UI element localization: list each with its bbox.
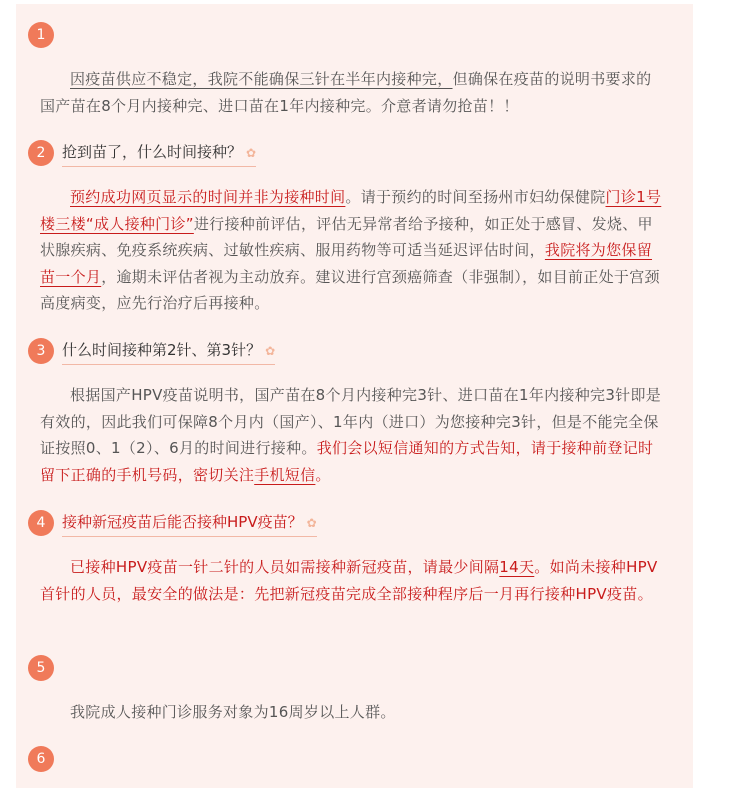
section-1-badge: 1 xyxy=(28,22,54,48)
section-2-text-1: 。请于预约的时间至扬州市妇幼保健院 xyxy=(345,188,606,206)
section-3-heading xyxy=(62,339,275,365)
section-5-text: 我院成人接种门诊服务对象为16周岁以上人群。 xyxy=(70,703,396,721)
section-4-highlight: 14天 xyxy=(499,558,535,576)
section-2-text-2: 进行接种前评估，评估无异常者给予接种，如正处于感冒、发烧、甲状腺疾病、免疫系统疾病、过敏性疾病、服用药物等可适当延迟评估时间， xyxy=(40,214,653,259)
section-6-badge: 6 xyxy=(28,746,54,772)
section-3-highlight-1: 我们会以短信通知的方式告知，请于接种前登记时留下正确的手机号码，密切关注 xyxy=(40,439,654,484)
section-2-highlight-2: 门诊1号楼三楼“成人接种门诊” xyxy=(40,188,662,233)
section-2-heading xyxy=(62,141,256,167)
section-3-heading-text: 什么时间接种第2针、第3针？ xyxy=(62,341,262,359)
section-5-paragraph xyxy=(40,699,666,726)
section-5-badge: 5 xyxy=(28,655,54,681)
flower-icon: ✿ xyxy=(246,146,257,160)
section-4-text-2: 。如尚未接种HPV首针的人员，最安全的做法是：先把新冠疫苗完成全部接种程序后一月再行接种HPV疫苗。 xyxy=(40,558,658,603)
section-1-text: 但确保在疫苗的说明书要求的国产苗在8个月内接种完、进口苗在1年内接种完。介意者请勿抢苗！！ xyxy=(40,70,652,115)
section-3-highlight-2: 手机短信 xyxy=(254,465,316,484)
section-3-highlight-3: 。 xyxy=(315,465,331,484)
section-3-text-1: 根据国产HPV疫苗说明书，国产苗在8个月内接种完3针、进口苗在1年内接种完3针即是有效的，因此我们可保障8个月内（国产）、1年内（进口）为您接种完3针，但是不能完全保证按照0、1（2）、6月的时间进行接种。 xyxy=(40,386,662,457)
section-2-badge: 2 xyxy=(28,140,54,166)
section-3-paragraph xyxy=(40,382,666,488)
section-2-paragraph xyxy=(40,184,666,317)
section-3-badge: 3 xyxy=(28,338,54,364)
section-4-text-1: 已接种HPV疫苗一针二针的人员如需接种新冠疫苗，请最少间隔 xyxy=(70,558,500,576)
flower-icon: ✿ xyxy=(306,516,317,530)
section-1-underlined-text: 因疫苗供应不稳定，我院不能确保三针在半年内接种完， xyxy=(70,70,453,88)
content-panel xyxy=(16,4,693,788)
section-2-highlight-3: 我院将为您保留苗一个月 xyxy=(40,241,653,286)
section-4-heading-text: 接种新冠疫苗后能否接种HPV疫苗？ xyxy=(62,513,303,531)
section-2-heading-text: 抢到苗了，什么时间接种？ xyxy=(62,143,243,161)
section-2-highlight-1: 预约成功网页显示的时间并非为接种时间 xyxy=(70,188,346,206)
section-4-paragraph xyxy=(40,554,666,607)
section-1-paragraph xyxy=(40,66,666,119)
section-4-badge: 4 xyxy=(28,510,54,536)
section-2-text-3: ，逾期未评估者视为主动放弃。建议进行宫颈癌筛查（非强制），如目前正处于宫颈高度病变，应先行治疗后再接种。 xyxy=(40,267,660,312)
flower-icon: ✿ xyxy=(265,344,276,358)
section-4-heading xyxy=(62,511,317,537)
